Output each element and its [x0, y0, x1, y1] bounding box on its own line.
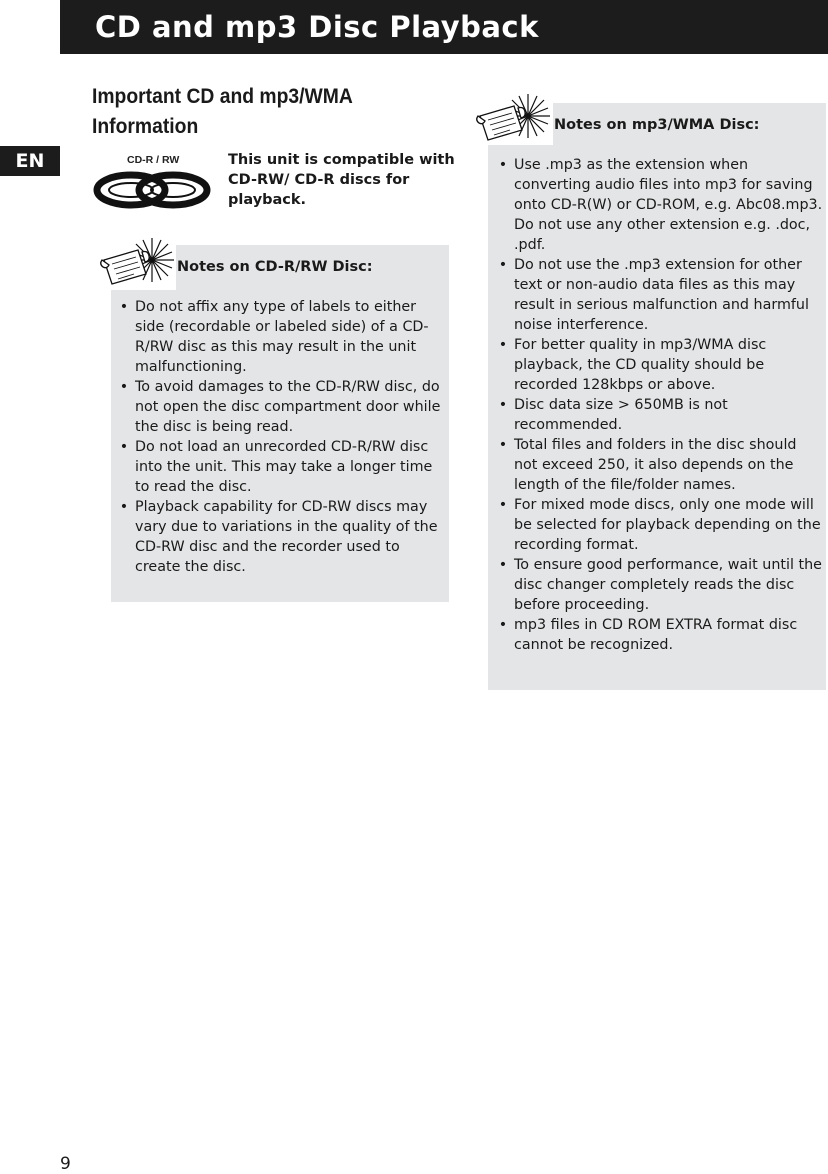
list-item: • Disc data size > 650MB is not recommended.: [496, 395, 824, 435]
bullet: •: [498, 337, 508, 353]
bullet: •: [498, 437, 508, 453]
bullet: •: [498, 497, 508, 513]
mp3-notes-title: Notes on mp3/WMA Disc:: [554, 117, 760, 133]
language-tab: [0, 146, 60, 176]
list-item: • Do not use the .mp3 extension for other text or non-audio data files as this may result in serious malfunction and harmful noise interference.: [496, 255, 824, 335]
mp3-notes-box: [488, 103, 826, 690]
compatibility-text: This unit is compatible with CD-RW/ CD-R discs for playback.: [228, 152, 455, 208]
cdrw-notes-box: [111, 245, 449, 602]
language-tab-label: EN: [15, 150, 45, 172]
section-heading: Important CD and mp3/WMA Information: [92, 85, 353, 138]
list-item: • For better quality in mp3/WMA disc playback, the CD quality should be recorded 128kbps or above.: [496, 335, 824, 395]
list-item: • To avoid damages to the CD-R/RW disc, do not open the disc compartment door while the disc is being read.: [117, 377, 445, 437]
list-item: • To ensure good performance, wait until the disc changer completely reads the disc before proceeding.: [496, 555, 824, 615]
list-item: • For mixed mode discs, only one mode will be selected for playback depending on the recording format.: [496, 495, 824, 555]
cdrw-notes-list: [117, 297, 445, 577]
list-item: • Use .mp3 as the extension when converting audio files into mp3 for saving onto CD-R(W) or CD-ROM, e.g. Abc08.mp3. Do not use any other extension e.g. .doc, .pdf.: [496, 155, 824, 255]
cd-rw-logo: [93, 150, 211, 210]
list-item: • Do not affix any type of labels to either side (recordable or labeled side) of a CD-R/RW disc as this may result in the unit malfunctioning.: [117, 297, 445, 377]
bullet: •: [498, 257, 508, 273]
cdrw-notes-title: Notes on CD-R/RW Disc:: [177, 259, 373, 275]
bullet: •: [119, 439, 129, 455]
mp3-notes-list: [496, 155, 824, 655]
bullet: •: [498, 617, 508, 633]
bullet: •: [119, 499, 129, 515]
page-number: 9: [60, 1154, 71, 1174]
bullet: •: [498, 557, 508, 573]
list-item: • mp3 files in CD ROM EXTRA format disc cannot be recognized.: [496, 615, 824, 655]
bullet: •: [119, 299, 129, 315]
page-title: CD and mp3 Disc Playback: [95, 10, 539, 44]
list-item: • Do not load an unrecorded CD-R/RW disc into the unit. This may take a longer time to read the disc.: [117, 437, 445, 497]
cd-rw-logo-label: CD-R / RW: [127, 154, 180, 166]
note-scroll-icon: [98, 230, 174, 292]
bullet: •: [119, 379, 129, 395]
list-item: • Total files and folders in the disc should not exceed 250, it also depends on the length of the file/folder names.: [496, 435, 824, 495]
list-item: • Playback capability for CD-RW discs may vary due to variations in the quality of the CD-RW disc and the recorder used to create the disc.: [117, 497, 445, 577]
note-scroll-icon: [474, 86, 550, 148]
bullet: •: [498, 157, 508, 173]
bullet: •: [498, 397, 508, 413]
